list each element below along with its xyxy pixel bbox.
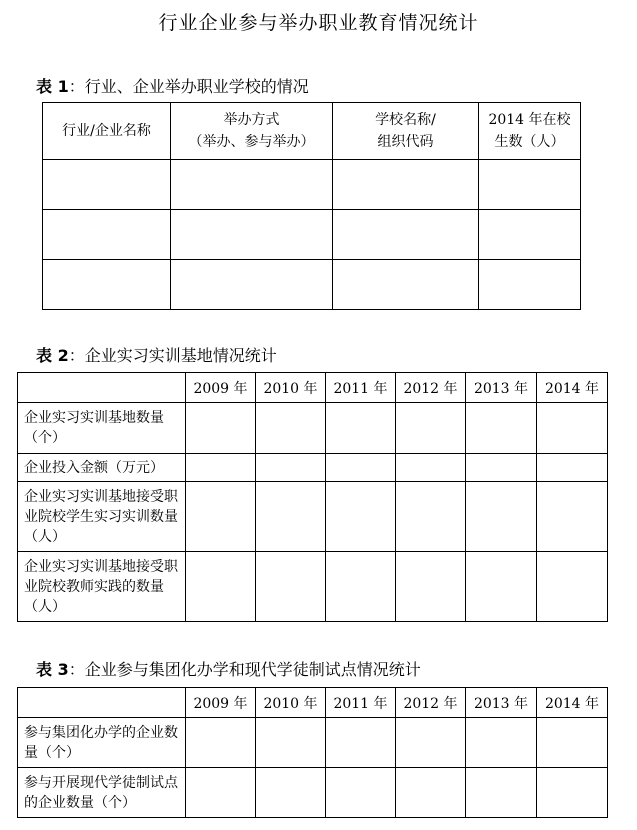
empty-cell[interactable] [466,403,537,454]
empty-cell[interactable] [333,210,479,260]
empty-cell[interactable] [396,768,466,818]
table2 [17,372,608,622]
empty-cell[interactable] [537,552,608,622]
table-row [18,718,608,768]
table3-header-blank [18,688,186,718]
empty-cell[interactable] [466,482,537,552]
year-header: 2010 年 [256,373,326,403]
empty-cell[interactable] [479,210,581,260]
empty-cell[interactable] [186,552,256,622]
empty-cell[interactable] [466,454,537,482]
empty-cell[interactable] [186,718,256,768]
table-row [43,160,581,210]
table2-header-row [18,373,608,403]
empty-cell[interactable] [186,482,256,552]
empty-cell[interactable] [479,260,581,310]
empty-cell[interactable] [43,210,171,260]
table2-header-blank [18,373,186,403]
document-title: 行业企业参与举办职业教育情况统计 [158,12,479,34]
table3 [17,687,608,818]
year-header: 2014 年 [537,373,608,403]
row-label: 企业实习实训基地接受职业院校学生实习实训数量（人） [18,482,186,552]
table-row [43,210,581,260]
empty-cell[interactable] [326,454,396,482]
year-header: 2010 年 [256,688,326,718]
table1-header-mode [171,103,333,160]
empty-cell[interactable] [256,403,326,454]
year-header: 2011 年 [326,688,396,718]
empty-cell[interactable] [396,718,466,768]
year-header: 2012 年 [396,373,466,403]
row-label: 企业实习实训基地接受职业院校教师实践的数量（人） [18,552,186,622]
empty-cell[interactable] [171,160,333,210]
header-line: 学校名称/ [375,112,436,128]
empty-cell[interactable] [466,552,537,622]
table1-heading [36,74,309,97]
table-row [43,260,581,310]
year-header: 2013 年 [466,373,537,403]
empty-cell[interactable] [256,552,326,622]
empty-cell[interactable] [537,768,608,818]
table3-number: 表 3 [36,660,69,679]
year-header: 2012 年 [396,688,466,718]
year-header: 2009 年 [186,373,256,403]
empty-cell[interactable] [466,718,537,768]
empty-cell[interactable] [333,260,479,310]
table1-header-name [43,103,171,160]
empty-cell[interactable] [466,768,537,818]
table1-header-students [479,103,581,160]
table3-heading [36,657,421,680]
empty-cell[interactable] [537,403,608,454]
year-header: 2009 年 [186,688,256,718]
year-header: 2013 年 [466,688,537,718]
year-header: 2011 年 [326,373,396,403]
empty-cell[interactable] [256,482,326,552]
table2-caption: ：企业实习实训基地情况统计 [68,346,277,365]
empty-cell[interactable] [396,482,466,552]
empty-cell[interactable] [171,210,333,260]
header-line: 行业/企业名称 [62,123,151,139]
table1-caption: ：行业、企业举办职业学校的情况 [68,77,309,96]
header-line: 组织代码 [377,134,434,150]
table-row [18,403,608,454]
header-line: 生数（人） [494,134,565,150]
empty-cell[interactable] [256,718,326,768]
empty-cell[interactable] [537,718,608,768]
empty-cell[interactable] [326,482,396,552]
table3-caption: ：企业参与集团化办学和现代学徒制试点情况统计 [68,660,421,679]
row-label: 企业投入金额（万元） [18,454,186,482]
empty-cell[interactable] [396,552,466,622]
empty-cell[interactable] [326,403,396,454]
row-label: 参与集团化办学的企业数量（个） [18,718,186,768]
empty-cell[interactable] [186,454,256,482]
empty-cell[interactable] [537,482,608,552]
table-row [18,454,608,482]
empty-cell[interactable] [326,718,396,768]
row-label: 参与开展现代学徒制试点的企业数量（个） [18,768,186,818]
header-line: 2014 年在校 [488,112,571,128]
empty-cell[interactable] [479,160,581,210]
empty-cell[interactable] [186,403,256,454]
table3-header-row [18,688,608,718]
empty-cell[interactable] [256,768,326,818]
empty-cell[interactable] [537,454,608,482]
header-line: （举办、参与举办） [188,134,315,150]
table2-heading [36,343,277,366]
table1-header-row [43,103,581,160]
empty-cell[interactable] [171,260,333,310]
table1-header-school [333,103,479,160]
table2-number: 表 2 [36,346,69,365]
row-label: 企业实习实训基地数量（个） [18,403,186,454]
empty-cell[interactable] [333,160,479,210]
header-line: 举办方式 [223,112,280,128]
empty-cell[interactable] [256,454,326,482]
empty-cell[interactable] [43,160,171,210]
empty-cell[interactable] [326,552,396,622]
empty-cell[interactable] [396,403,466,454]
table-row [18,768,608,818]
table-row [18,552,608,622]
empty-cell[interactable] [43,260,171,310]
table1 [42,102,581,310]
empty-cell[interactable] [396,454,466,482]
table-row [18,482,608,552]
table1-number: 表 1 [36,77,69,96]
empty-cell[interactable] [186,768,256,818]
year-header: 2014 年 [537,688,608,718]
empty-cell[interactable] [326,768,396,818]
